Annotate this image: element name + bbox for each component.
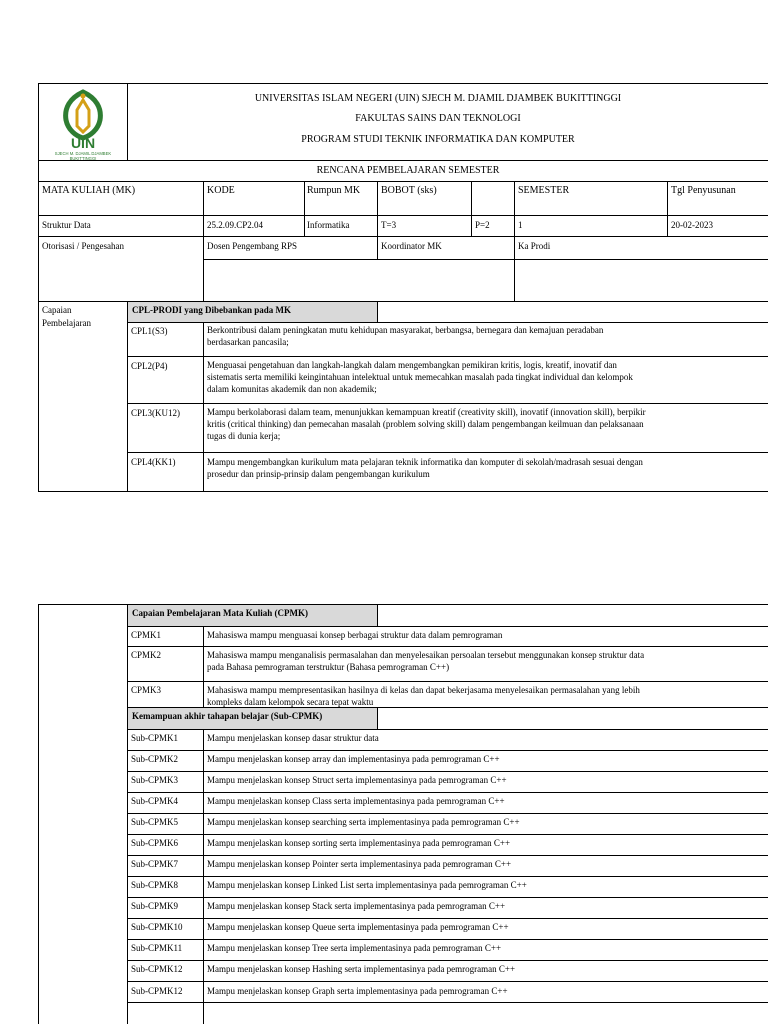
label-developer: Dosen Pengembang RPS [207, 241, 297, 251]
cpl-section-header: CPL-PRODI yang Dibebankan pada MK [128, 302, 377, 322]
uin-logo [44, 88, 122, 162]
subcpmk-code: Sub-CPMK4 [131, 796, 179, 806]
cpl-code-4: CPL4(KK1) [131, 457, 176, 467]
cpmk-code-2: CPMK2 [131, 650, 162, 660]
label-code: KODE [207, 185, 235, 196]
cpl-desc-2: Menguasai pengetahuan dan langkah-langkah dalam mengembangkan pemikiran kritis, logis, kreatif, inovatif dan sistematis serta memiliki keingintahuan intelektual untuk memecahkan masalah pada tingkat individual dan kelompok dalam komunitas akademik dan non akademik; [207, 360, 633, 394]
cpmk-code-3: CPMK3 [131, 685, 162, 695]
subcpmk-desc: Mampu menjelaskan konsep Stack serta implementasinya pada pemrograman C++ [207, 901, 506, 911]
cpmk-section-header: Capaian Pembelajaran Mata Kuliah (CPMK) [128, 605, 377, 626]
subcpmk-desc: Mampu menjelaskan konsep Struct serta implementasinya pada pemrograman C++ [207, 775, 507, 785]
label-head: Ka Prodi [518, 241, 551, 251]
subcpmk-code: Sub-CPMK7 [131, 859, 179, 869]
uin-logo-emblem-icon [44, 88, 122, 162]
cpl-code-1: CPL1(S3) [131, 326, 168, 336]
label-credits: BOBOT (sks) [381, 185, 437, 196]
program-title: PROGRAM STUDI TEKNIK INFORMATIKA DAN KOMPUTER [301, 134, 575, 145]
label-cluster: Rumpun MK [307, 185, 361, 196]
value-theory: T=3 [381, 220, 397, 230]
subcpmk-code: Sub-CPMK6 [131, 838, 179, 848]
subcpmk-desc: Mampu menjelaskan konsep Linked List serta implementasinya pada pemrograman C++ [207, 880, 527, 890]
cpl-code-3: CPL3(KU12) [131, 408, 180, 418]
university-title: UNIVERSITAS ISLAM NEGERI (UIN) SJECH M. DJAMIL DJAMBEK BUKITTINGGI [254, 93, 622, 104]
value-date: 20-02-2023 [671, 220, 713, 230]
subcpmk-code: Sub-CPMK11 [131, 943, 183, 953]
value-cluster: Informatika [307, 220, 350, 230]
value-practice: P=2 [475, 220, 490, 230]
subcpmk-code: Sub-CPMK8 [131, 880, 179, 890]
cpmk-code-1: CPMK1 [131, 630, 162, 640]
subcpmk-desc: Mampu menjelaskan konsep Hashing serta implementasinya pada pemrograman C++ [207, 964, 516, 974]
logo-subtext-2: BUKITTINGGI [69, 156, 97, 161]
subcpmk-desc: Mampu menjelaskan konsep Tree serta implementasinya pada pemrograman C++ [207, 943, 502, 953]
cpl-side-label-1: Capaian [42, 305, 72, 315]
label-authorization: Otorisasi / Pengesahan [42, 241, 124, 251]
subcpmk-code: Sub-CPMK10 [131, 922, 183, 932]
cpl-desc-4: Mampu mengembangkan kurikulum mata pelajaran teknik informatika dan komputer di sekolah/madrasah sesuai dengan prosedur dan prinsip-prinsip dalam pengembangan kurikulum [207, 457, 643, 479]
label-date: Tgl Penyusunan [671, 185, 736, 196]
subcpmk-code: Sub-CPMK12 [131, 986, 183, 996]
label-course-name: MATA KULIAH (MK) [42, 185, 136, 196]
subcpmk-desc: Mampu menjelaskan konsep Class serta implementasinya pada pemrograman C++ [207, 796, 505, 806]
subcpmk-code: Sub-CPMK3 [131, 775, 179, 785]
cpl-side-label-2: Pembelajaran [42, 318, 91, 328]
subcpmk-desc: Mampu menjelaskan konsep searching serta implementasinya pada pemrograman C++ [207, 817, 520, 827]
subcpmk-desc: Mampu menjelaskan konsep Pointer serta implementasinya pada pemrograman C++ [207, 859, 512, 869]
subcpmk-desc: Mampu menjelaskan konsep dasar struktur data [207, 733, 379, 743]
faculty-title: FAKULTAS SAINS DAN TEKNOLOGI [355, 113, 521, 124]
subcpmk-code: Sub-CPMK2 [131, 754, 179, 764]
logo-subtext-1: SJECH M. DJAMIL DJAMBEK [54, 151, 112, 156]
cpl-desc-3: Mampu berkolaborasi dalam team, menunjukkan kemampuan kreatif (creativity skill), inovatif (innovation skill), berpikir kritis (critical thinking) dan pemecahan masalah (problem solving skill) dalam pengembangan keilmuan dan pelaksanaan tugas di dunia kerja; [207, 407, 646, 441]
document-title: RENCANA PEMBELAJARAN SEMESTER [316, 165, 500, 176]
label-coordinator: Koordinator MK [381, 241, 442, 251]
cpmk-desc-2: Mahasiswa mampu menganalisis permasalahan dan menyelesaikan persoalan tersebut menggunakan konsep struktur data pada Bahasa pemrograman terstruktur (Bahasa pemrograman C++) [207, 650, 645, 672]
subcpmk-desc: Mampu menjelaskan konsep Graph serta implementasinya pada pemrograman C++ [207, 986, 508, 996]
subcpmk-desc: Mampu menjelaskan konsep Queue serta implementasinya pada pemrograman C++ [207, 922, 509, 932]
value-code: 25.2.09.CP2.04 [207, 220, 264, 230]
subcpmk-code: Sub-CPMK5 [131, 817, 179, 827]
logo-text: UIN [70, 135, 96, 151]
label-semester: SEMESTER [518, 185, 570, 196]
subcpmk-desc: Mampu menjelaskan konsep sorting serta implementasinya pada pemrograman C++ [207, 838, 511, 848]
cpl-desc-1: Berkontribusi dalam peningkatan mutu kehidupan masyarakat, berbangsa, bernegara dan kemajuan peradaban berdasarkan pancasila; [207, 325, 604, 347]
subcpmk-code: Sub-CPMK9 [131, 901, 179, 911]
value-semester: 1 [518, 220, 523, 230]
cpl-code-2: CPL2(P4) [131, 361, 168, 371]
cpmk-desc-1: Mahasiswa mampu menguasai konsep berbagai struktur data dalam pemrograman [207, 630, 503, 640]
subcpmk-code: Sub-CPMK1 [131, 733, 179, 743]
subcpmk-desc: Mampu menjelaskan konsep array dan implementasinya pada pemrograman C++ [207, 754, 500, 764]
subcpmk-code: Sub-CPMK12 [131, 964, 183, 974]
subcpmk-section-header: Kemampuan akhir tahapan belajar (Sub-CPMK) [128, 708, 377, 729]
value-course-name: Struktur Data [42, 220, 91, 230]
cpmk-desc-3: Mahasiswa mampu mempresentasikan hasilnya di kelas dan dapat bekerjasama menyelesaikan permasalahan yang lebih kompleks dalam kelompok secara tepat waktu [207, 685, 640, 707]
